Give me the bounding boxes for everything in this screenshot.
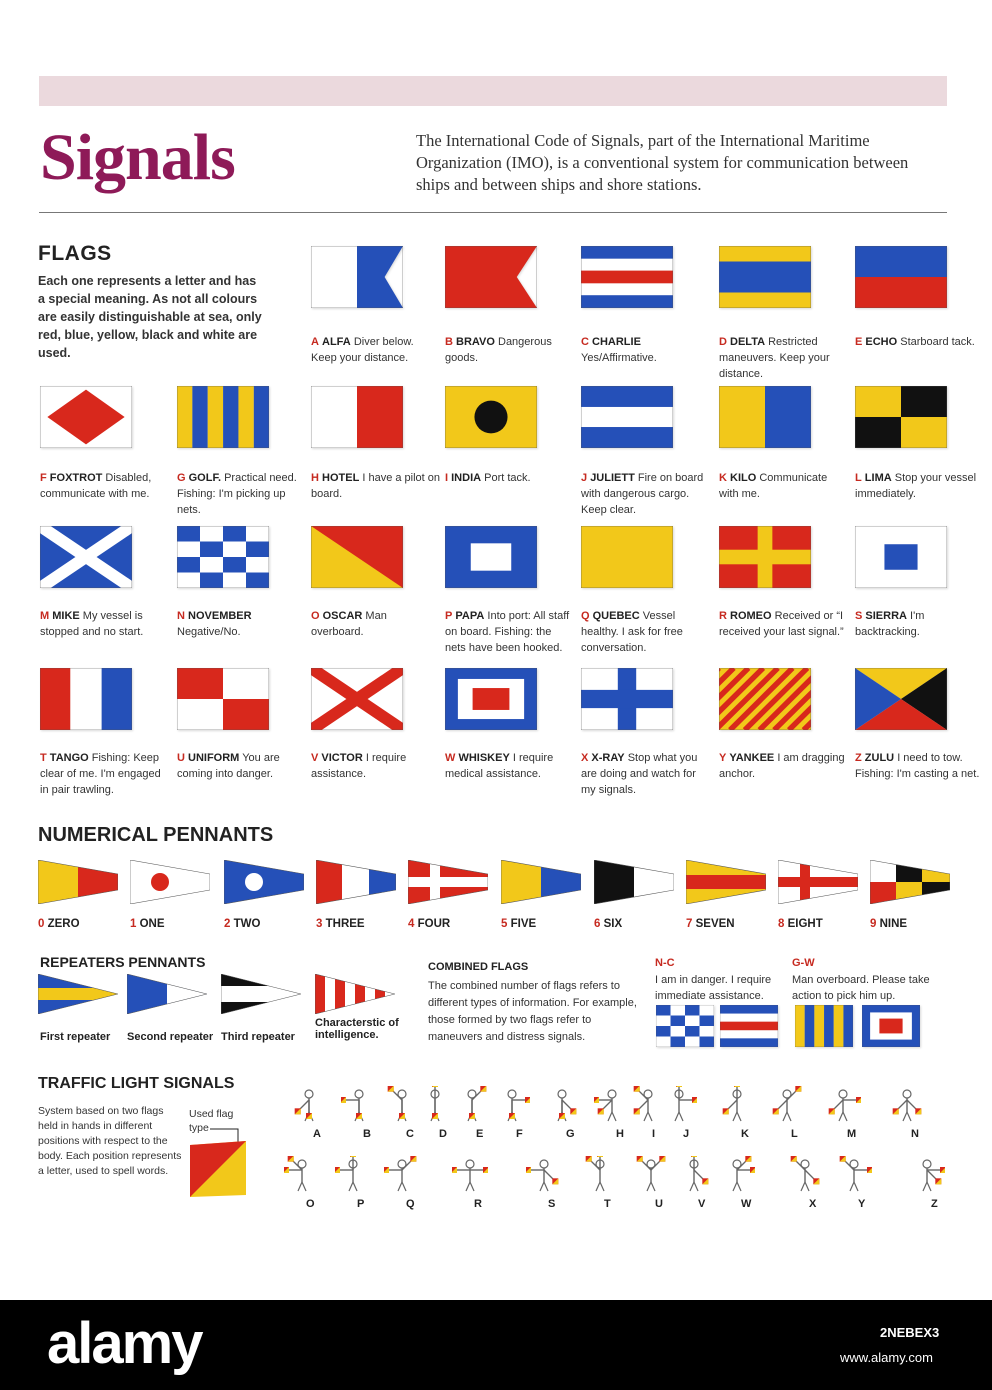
flag-letter: A [311, 336, 319, 348]
flag-letter: H [311, 472, 319, 484]
pennant-label [501, 918, 536, 930]
flag-meaning: Disabled, communicate with me. [40, 472, 152, 500]
combined-heading: COMBINED FLAGS [428, 961, 529, 973]
pennant-name: EIGHT [787, 918, 823, 930]
flag-caption [719, 334, 849, 382]
flag-meaning: Port tack. [484, 472, 531, 484]
semaphore-letter: G [566, 1128, 575, 1140]
pennant-2 [224, 860, 304, 904]
semaphore-letter: S [548, 1198, 556, 1210]
flag-caption [40, 750, 170, 798]
flag-caption [719, 750, 849, 782]
gw-code: G-W [792, 957, 815, 969]
semaphore-figure [594, 1086, 630, 1122]
semaphore-figure [582, 1156, 618, 1192]
pennant-4 [408, 860, 488, 904]
semaphore-figure [544, 1086, 580, 1122]
flag-letter: E [855, 336, 863, 348]
flag-z [855, 668, 947, 730]
flag-letter: J [581, 472, 588, 484]
semaphore-letter: H [616, 1128, 624, 1140]
flag-caption [445, 608, 575, 656]
semaphore-figure [284, 1156, 320, 1192]
flag-letter: D [719, 336, 727, 348]
flag-caption [311, 608, 441, 640]
site-url: www.alamy.com [840, 1350, 933, 1365]
flag-name: DELTA [730, 336, 766, 348]
pennant-digit: 8 [778, 918, 785, 930]
repeater-pennant [221, 974, 301, 1014]
flag-meaning: Vessel healthy. I ask for free conversation. [581, 610, 683, 654]
flag-s [855, 526, 947, 588]
flag-letter: P [445, 610, 453, 622]
flag-l [855, 386, 947, 448]
semaphore-figure [526, 1156, 562, 1192]
repeater-label: First repeater [40, 1031, 111, 1043]
pennant-0 [38, 860, 118, 904]
flag-r [719, 526, 811, 588]
flag-caption [719, 470, 849, 502]
pennant-name: SIX [603, 918, 623, 930]
pennant-digit: 2 [224, 918, 231, 930]
semaphore-letter: C [406, 1128, 414, 1140]
semaphore-letter: U [655, 1198, 663, 1210]
semaphore-letter: T [604, 1198, 611, 1210]
pennant-digit: 4 [408, 918, 415, 930]
repeater-label: Third repeater [221, 1031, 295, 1043]
flag-letter: Z [855, 752, 862, 764]
semaphore-letter: E [476, 1128, 484, 1140]
page-title: Signals [40, 121, 235, 194]
flag-meaning: Diver below. Keep your distance. [311, 336, 414, 364]
pennant-name: THREE [325, 918, 365, 930]
pennant-name: ONE [139, 918, 165, 930]
flag-v [311, 668, 403, 730]
combined-flag-w [862, 1005, 920, 1047]
flag-letter: Y [719, 752, 727, 764]
flag-p [445, 526, 537, 588]
semaphore-figure [909, 1156, 945, 1192]
flag-caption [581, 608, 711, 656]
semaphore-letter: K [741, 1128, 749, 1140]
flag-name: WHISKEY [458, 752, 510, 764]
pennant-digit: 0 [38, 918, 45, 930]
pennant-label [38, 918, 80, 930]
numerical-heading: NUMERICAL PENNANTS [38, 824, 274, 846]
flag-letter: G [177, 472, 186, 484]
flag-meaning: Yes/Affirmative. [581, 352, 657, 364]
flag-name: QUEBEC [592, 610, 640, 622]
flag-caption [445, 334, 575, 366]
repeater-pennant [127, 974, 207, 1014]
flag-caption [177, 750, 307, 782]
semaphore-letter: Q [406, 1198, 415, 1210]
repeater-label: Second repeater [127, 1031, 214, 1043]
flag-letter: M [40, 610, 50, 622]
flag-b [445, 246, 537, 308]
semaphore-figure [676, 1156, 712, 1192]
combined-flag-n [656, 1005, 714, 1047]
semaphore-letter: A [313, 1128, 321, 1140]
flag-f [40, 386, 132, 448]
flag-j [581, 386, 673, 448]
pennant-3 [316, 860, 396, 904]
flag-letter: B [445, 336, 453, 348]
flag-letter: I [445, 472, 449, 484]
flag-meaning: I require assistance. [311, 752, 407, 780]
semaphore-figure [719, 1086, 755, 1122]
pennant-digit: 1 [130, 918, 137, 930]
semaphore-figure [335, 1156, 371, 1192]
flag-meaning: I require medical assistance. [445, 752, 554, 780]
pennant-6 [594, 860, 674, 904]
flag-caption [40, 470, 170, 502]
flag-caption [311, 750, 441, 782]
flag-meaning: Communicate with me. [719, 472, 828, 500]
flag-d [719, 246, 811, 308]
semaphore-figure [384, 1156, 420, 1192]
flag-u [177, 668, 269, 730]
semaphore-letter: J [683, 1128, 690, 1140]
flag-meaning: Fishing: Keep clear of me. I'm engaged in pair trawling. [40, 752, 161, 796]
semaphore-figure [889, 1086, 925, 1122]
traffic-description: System based on two flags held in hands in different positions with respect to the body. Each position represents a letter, used to spell words. [38, 1105, 182, 1177]
flag-m [40, 526, 132, 588]
pennant-label [408, 918, 450, 930]
flag-caption [719, 608, 849, 640]
semaphore-letter: Y [858, 1198, 866, 1210]
pennant-label [778, 918, 823, 930]
semaphore-figure [384, 1086, 420, 1122]
alamy-logo: alamy [47, 1311, 202, 1376]
flag-meaning: I'm backtracking. [855, 610, 925, 638]
flag-letter: U [177, 752, 185, 764]
semaphore-figure [454, 1086, 490, 1122]
semaphore-figure [769, 1086, 805, 1122]
flag-caption [855, 608, 985, 640]
flag-name: KILO [730, 472, 757, 484]
flag-meaning: I have a pilot on board. [311, 472, 441, 500]
semaphore-letter: F [516, 1128, 523, 1140]
flag-w [445, 668, 537, 730]
flag-letter: Q [581, 610, 590, 622]
flag-letter: C [581, 336, 589, 348]
semaphore-figure [836, 1156, 872, 1192]
flag-letter: V [311, 752, 319, 764]
flag-letter: W [445, 752, 456, 764]
header-band [39, 76, 947, 106]
repeater-pennant [315, 974, 395, 1014]
flag-name: X-RAY [591, 752, 625, 764]
flag-i [445, 386, 537, 448]
flag-k [719, 386, 811, 448]
traffic-heading: TRAFFIC LIGHT SIGNALS [38, 1075, 235, 1092]
flag-caption [581, 334, 711, 366]
repeaters-heading: REPEATERS PENNANTS [40, 954, 206, 970]
pennant-7 [686, 860, 766, 904]
pennant-name: NINE [879, 918, 908, 930]
combined-flag-g [795, 1005, 853, 1047]
flag-letter: S [855, 610, 863, 622]
flag-meaning: I need to tow. Fishing: I'm casting a net. [855, 752, 980, 780]
flag-name: VICTOR [321, 752, 363, 764]
combined-description: The combined number of flags refers to different types of information. For example, those formed by two flags refer to maneuvers and distress signals. [428, 980, 637, 1043]
flag-name: ZULU [864, 752, 895, 764]
flag-caption [445, 470, 575, 486]
flag-y [719, 668, 811, 730]
pennant-1 [130, 860, 210, 904]
semaphore-letter: M [847, 1128, 857, 1140]
flag-letter: F [40, 472, 47, 484]
semaphore-letter: W [741, 1198, 752, 1210]
pennant-9 [870, 860, 950, 904]
pennant-label [870, 918, 907, 930]
flag-caption [855, 750, 985, 782]
repeater-pennant [38, 974, 118, 1014]
pennant-label [594, 918, 622, 930]
semaphore-letter: I [652, 1128, 656, 1140]
flag-x [581, 668, 673, 730]
flag-meaning: Stop your vessel immediately. [855, 472, 977, 500]
flag-name: SIERRA [865, 610, 907, 622]
pennant-name: TWO [233, 918, 261, 930]
flag-caption [311, 470, 441, 502]
pennant-5 [501, 860, 581, 904]
pennant-digit: 5 [501, 918, 508, 930]
nc-code: N-C [655, 957, 675, 969]
flag-meaning: Practical need. Fishing: I'm picking up nets. [177, 472, 297, 516]
pennant-digit: 6 [594, 918, 601, 930]
pennant-name: FIVE [510, 918, 537, 930]
flag-name: YANKEE [729, 752, 775, 764]
flag-o [311, 526, 403, 588]
flag-e [855, 246, 947, 308]
semaphore-letter: V [698, 1198, 706, 1210]
flag-name: NOVEMBER [188, 610, 252, 622]
flag-caption [40, 608, 170, 640]
semaphore-figure [719, 1156, 755, 1192]
flags-description: Each one represents a letter and has a special meaning. As not all colours are easily distinguishable at sea, only red, blue, yellow, black and white are used. [38, 274, 262, 360]
flag-meaning: Received or “I received your last signal.” [719, 610, 844, 638]
flag-t [40, 668, 132, 730]
flag-letter: R [719, 610, 727, 622]
pennant-name: SEVEN [695, 918, 735, 930]
flag-name: MIKE [52, 610, 80, 622]
flag-name: UNIFORM [188, 752, 240, 764]
semaphore-figure [787, 1156, 823, 1192]
semaphore-figure [291, 1086, 327, 1122]
flag-caption [445, 750, 575, 782]
flag-name: HOTEL [322, 472, 360, 484]
flag-letter: N [177, 610, 185, 622]
used-flag-label: Used flag type [189, 1108, 234, 1134]
flag-name: ROMEO [730, 610, 772, 622]
semaphore-figure [633, 1156, 669, 1192]
semaphore-letter: D [439, 1128, 447, 1140]
flag-caption [177, 470, 307, 518]
flag-name: OSCAR [322, 610, 363, 622]
flag-name: INDIA [451, 472, 482, 484]
semaphore-figure [825, 1086, 861, 1122]
flag-caption [581, 750, 711, 798]
divider [39, 212, 947, 213]
flag-name: FOXTROT [49, 472, 103, 484]
semaphore-figure [417, 1086, 453, 1122]
flag-caption [177, 608, 307, 640]
flag-c [581, 246, 673, 308]
flag-letter: K [719, 472, 727, 484]
pennant-digit: 9 [870, 918, 877, 930]
pennant-digit: 7 [686, 918, 693, 930]
gw-meaning: Man overboard. Please take action to pick him up. [792, 974, 930, 1002]
flag-h [311, 386, 403, 448]
flag-caption [311, 334, 441, 366]
flag-meaning: Stop what you are doing and watch for my signals. [581, 752, 698, 796]
flag-meaning: I am dragging anchor. [719, 752, 845, 780]
pennant-name: ZERO [47, 918, 80, 930]
flag-caption [855, 334, 985, 350]
flag-letter: T [40, 752, 47, 764]
flags-heading: FLAGS [38, 242, 112, 265]
intro-text: The International Code of Signals, part of the International Maritime Organization (IMO), is a conventional system for communication between ships and between ships and shore stations. [416, 131, 909, 194]
flag-q [581, 526, 673, 588]
semaphore-letter: R [474, 1198, 482, 1210]
flag-meaning: Man overboard. [311, 610, 387, 638]
semaphore-figure [494, 1086, 530, 1122]
flag-name: ECHO [865, 336, 898, 348]
flag-meaning: Negative/No. [177, 626, 241, 638]
pennant-label [316, 918, 365, 930]
semaphore-figure [661, 1086, 697, 1122]
flag-name: TANGO [49, 752, 89, 764]
pennant-label [130, 918, 165, 930]
image-id: 2NEBEX3 [880, 1325, 940, 1340]
used-flag-callout [186, 1125, 250, 1199]
flag-name: JULIETT [590, 472, 635, 484]
combined-flag-c [720, 1005, 778, 1047]
flag-meaning: You are coming into danger. [177, 752, 280, 780]
flag-letter: O [311, 610, 320, 622]
semaphore-figure [341, 1086, 377, 1122]
flag-meaning: Starboard tack. [900, 336, 975, 348]
pennant-8 [778, 860, 858, 904]
nc-meaning: I am in danger. I require immediate assistance. [655, 974, 772, 1002]
flag-name: PAPA [455, 610, 485, 622]
semaphore-letter: Z [931, 1198, 938, 1210]
flag-meaning: Restricted maneuvers. Keep your distance. [719, 336, 830, 380]
semaphore-letter: O [306, 1198, 315, 1210]
semaphore-letter: B [363, 1128, 371, 1140]
semaphore-letter: L [791, 1128, 798, 1140]
flag-name: LIMA [864, 472, 892, 484]
flag-letter: X [581, 752, 589, 764]
flag-meaning: Into port: All staff on board. Fishing: the nets have been hooked. [445, 610, 570, 654]
pennant-label [686, 918, 735, 930]
flag-caption [855, 470, 985, 502]
pennant-label [224, 918, 260, 930]
flag-letter: L [855, 472, 862, 484]
semaphore-letter: X [809, 1198, 817, 1210]
semaphore-letter: N [911, 1128, 919, 1140]
flag-g [177, 386, 269, 448]
semaphore-figure [452, 1156, 488, 1192]
flag-meaning: Fire on board with dangerous cargo. Keep clear. [581, 472, 704, 516]
flag-caption [581, 470, 711, 518]
flag-name: GOLF. [188, 472, 222, 484]
semaphore-letter: P [357, 1198, 365, 1210]
flag-name: CHARLIE [592, 336, 641, 348]
pennant-name: FOUR [417, 918, 451, 930]
flag-n [177, 526, 269, 588]
flag-a [311, 246, 403, 308]
repeater-label: Characterstic of intelligence. [315, 1017, 399, 1041]
flag-name: ALFA [322, 336, 351, 348]
flag-meaning: Dangerous goods. [445, 336, 552, 364]
flag-meaning: My vessel is stopped and no start. [40, 610, 144, 638]
flag-name: BRAVO [456, 336, 495, 348]
pennant-digit: 3 [316, 918, 323, 930]
